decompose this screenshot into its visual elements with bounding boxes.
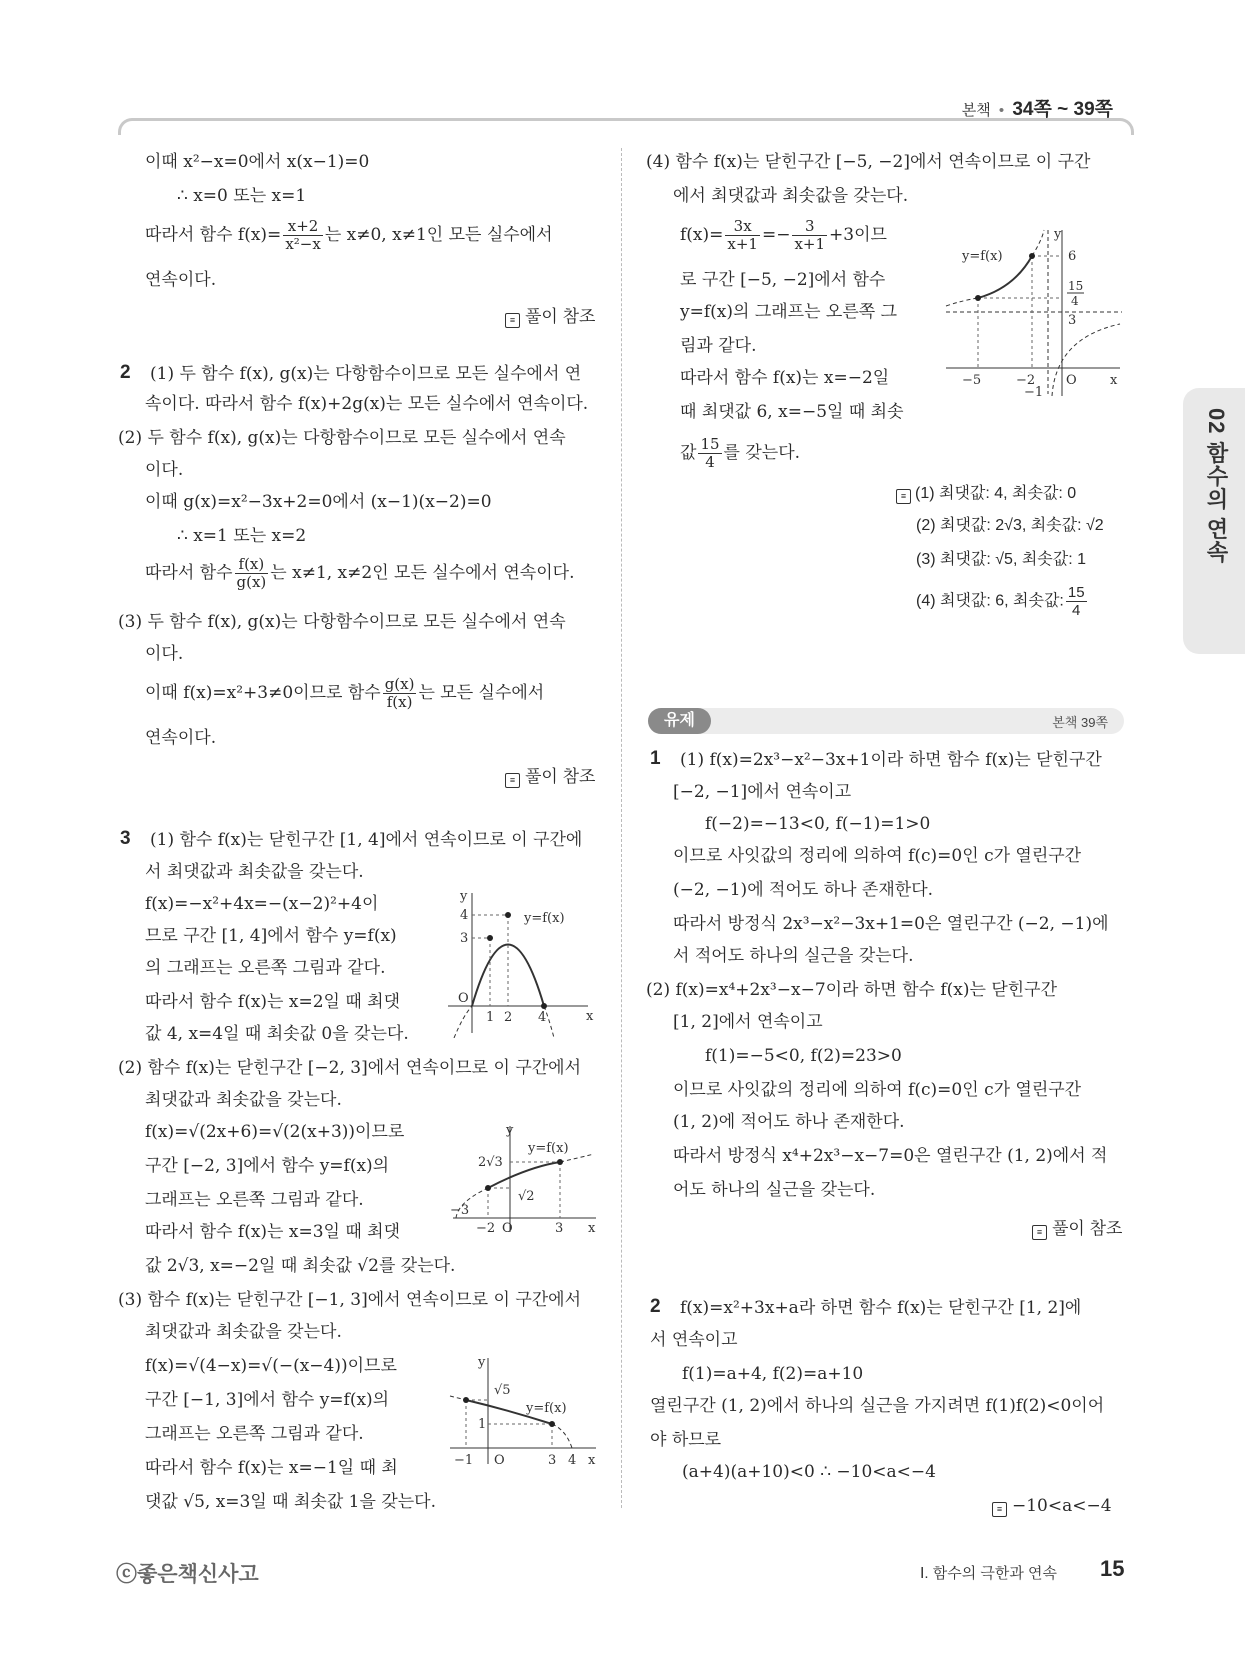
- p2-fraction1: [235, 556, 269, 591]
- memo-icon: ≡: [505, 773, 520, 788]
- point-min: [549, 1421, 555, 1427]
- tick-y3: 3: [1068, 313, 1077, 328]
- p4-line3a: f(x)=: [680, 225, 724, 245]
- curve-dash-up: [1032, 230, 1044, 256]
- p2-line11: 연속이다.: [145, 728, 217, 748]
- p4-fraction1: [725, 218, 760, 253]
- p2-line10a: 이때 f(x)=x²+3≠0이므로 함수: [145, 683, 381, 703]
- p4-line9b: 를 갖는다.: [723, 443, 801, 463]
- p4-f3-num: 15: [700, 435, 720, 453]
- tick-x2: 2: [504, 1010, 513, 1025]
- p1-fraction: [283, 218, 323, 253]
- footer-chapter: Ⅰ. 함수의 극한과 연속: [920, 1565, 1058, 1582]
- answer-4-num: 15: [1067, 584, 1085, 601]
- p1-line3: [145, 218, 553, 253]
- p3-line14: 값 2√3, x=−2일 때 최솟값 √2를 갖는다.: [145, 1256, 456, 1276]
- q1-line3: f(−2)=−13<0, f(−1)=1>0: [705, 814, 931, 834]
- p2-f1-num: f(x): [235, 556, 269, 574]
- q1-line9: [1, 2]에서 연속이고: [673, 1012, 823, 1032]
- tick-y1: 1: [478, 1417, 487, 1432]
- label-origin: O: [1066, 373, 1077, 388]
- tick-y6: 6: [1068, 249, 1077, 264]
- tick-xm1: −1: [1024, 385, 1044, 398]
- label-curve: y=f(x): [524, 911, 565, 926]
- label-y: y: [460, 889, 468, 904]
- p3-line18: 구간 [−1, 3]에서 함수 y=f(x)의: [145, 1390, 390, 1410]
- p4-line3: [680, 218, 887, 253]
- curve-dash-left: [454, 1006, 472, 1038]
- memo-p1: [505, 302, 595, 328]
- bullet: •: [998, 102, 1005, 119]
- p4-line5: y=f(x)의 그래프는 오른쪽 그: [680, 302, 898, 322]
- problem-2-number: 2: [120, 362, 131, 383]
- p1-line3b: 는 x≠0, x≠1인 모든 실수에서: [324, 225, 553, 245]
- label-x: x: [586, 1009, 594, 1024]
- p2-line10: [145, 676, 544, 711]
- p2-line1: (1) 두 함수 f(x), g(x)는 다항함수이므로 모든 실수에서 연: [150, 364, 582, 384]
- q1-line10: f(1)=−5<0, f(2)=23>0: [705, 1046, 902, 1066]
- p4-fraction3: [698, 436, 721, 471]
- p2-line6: ∴ x=1 또는 x=2: [177, 526, 307, 546]
- memo-icon: ≡: [505, 313, 520, 328]
- p1-frac-den: x²−x: [285, 235, 321, 253]
- point-max: [463, 1397, 469, 1403]
- q2-line1: f(x)=x²+3x+a라 하면 함수 f(x)는 닫힌구간 [1, 2]에: [680, 1298, 1082, 1318]
- top-rule: [118, 118, 1134, 135]
- q1-line2: [−2, −1]에서 연속이고: [673, 782, 852, 802]
- p2-f1-den: g(x): [236, 573, 267, 591]
- q2-line3: f(1)=a+4, f(2)=a+10: [682, 1364, 864, 1384]
- label-y: y: [478, 1355, 486, 1370]
- q1-line5: (−2, −1)에 적어도 하나 존재한다.: [673, 880, 934, 900]
- answer-1-text: (1) 최댓값: 4, 최솟값: 0: [915, 485, 1077, 502]
- p3-line12: 그래프는 오른쪽 그림과 같다.: [145, 1190, 364, 1210]
- header-ref: 본책: [961, 102, 991, 119]
- p4-line1: (4) 함수 f(x)는 닫힌구간 [−5, −2]에서 연속이므로 이 구간: [646, 152, 1091, 172]
- p2-line9: 이다.: [145, 644, 184, 664]
- tick-sqrt2: √2: [518, 1189, 535, 1204]
- chapter-side-tab-label: 02 함수의 연속: [1204, 408, 1229, 564]
- q1-line13: 따라서 방정식 x⁴+2x³−x−7=0은 열린구간 (1, 2)에서 적: [673, 1146, 1108, 1166]
- point-min: [487, 935, 493, 941]
- point-min: [485, 1185, 491, 1191]
- label-y: y: [506, 1123, 514, 1138]
- p3-line19: 그래프는 오른쪽 그림과 같다.: [145, 1424, 364, 1444]
- point-end: [541, 1003, 547, 1009]
- label-origin: O: [494, 1453, 505, 1466]
- p2-line2: 속이다. 따라서 함수 f(x)+2g(x)는 모든 실수에서 연속이다.: [145, 394, 589, 414]
- p3-line21: 댓값 √5, x=3일 때 최솟값 1을 갖는다.: [145, 1492, 436, 1512]
- tick-xm1: −1: [454, 1453, 474, 1466]
- answer-3: (3) 최댓값: √5, 최솟값: 1: [916, 551, 1086, 568]
- q1-line6: 따라서 방정식 2x³−x²−3x+1=0은 열린구간 (−2, −1)에: [673, 914, 1109, 934]
- tick-4: 4: [1071, 294, 1079, 308]
- p3-line4: 므로 구간 [1, 4]에서 함수 y=f(x): [145, 926, 397, 946]
- p2-line7: [145, 556, 574, 591]
- p3-line5: 의 그래프는 오른쪽 그림과 같다.: [145, 958, 386, 978]
- q1-line12: (1, 2)에 적어도 하나 존재한다.: [673, 1112, 905, 1132]
- p2-line7a: 따라서 함수: [145, 563, 233, 583]
- p2-line3: (2) 두 함수 f(x), g(x)는 다항함수이므로 모든 실수에서 연속: [118, 428, 566, 448]
- tick-sqrt5: √5: [494, 1383, 511, 1398]
- tick-x3: 3: [555, 1221, 564, 1234]
- yuje-2-number: 2: [650, 1296, 661, 1317]
- answer-4-den: 4: [1072, 602, 1081, 619]
- p3-line11: 구간 [−2, 3]에서 함수 y=f(x)의: [145, 1156, 390, 1176]
- p3-line20: 따라서 함수 f(x)는 x=−1일 때 최: [145, 1458, 398, 1478]
- p3-line15: (3) 함수 f(x)는 닫힌구간 [−1, 3]에서 연속이므로 이 구간에서: [118, 1290, 582, 1310]
- label-curve: y=f(x): [526, 1401, 567, 1416]
- tick-15: 15: [1068, 279, 1084, 293]
- graph-parabola: [438, 888, 598, 1038]
- p2-line8: (3) 두 함수 f(x), g(x)는 다항함수이므로 모든 실수에서 연속: [118, 612, 566, 632]
- yuje-tag: 유제: [648, 708, 711, 734]
- p4-line9: [680, 436, 800, 471]
- q1-line4: 이므로 사잇값의 정리에 의하여 f(c)=0인 c가 열린구간: [673, 846, 1082, 866]
- tick-2sqrt3: 2√3: [478, 1155, 503, 1170]
- answer-4a: (4) 최댓값: 6, 최솟값:: [916, 592, 1064, 610]
- p2-f2-num: g(x): [384, 675, 415, 693]
- p4-f2-num: 3: [792, 218, 827, 236]
- p3-line3: f(x)=−x²+4x=−(x−2)²+4이: [145, 894, 379, 914]
- q1-line8: (2) f(x)=x⁴+2x³−x−7이라 하면 함수 f(x)는 닫힌구간: [646, 980, 1058, 1000]
- p4-line2: 에서 최댓값과 최솟값을 갖는다.: [673, 186, 909, 206]
- memo-q1: [1032, 1214, 1122, 1240]
- p3-line1: (1) 함수 f(x)는 닫힌구간 [1, 4]에서 연속이므로 이 구간에: [150, 830, 583, 850]
- tick-xm2: −2: [1016, 373, 1036, 388]
- q1-line7: 서 적어도 하나의 실근을 갖는다.: [673, 946, 914, 966]
- column-divider: [621, 148, 622, 1508]
- p4-line3b: =−: [761, 225, 791, 245]
- p4-f1-den: x+1: [727, 235, 758, 253]
- p4-f1-num: 3x: [725, 218, 760, 236]
- p1-line4: 연속이다.: [145, 270, 217, 290]
- p1-line3a: 따라서 함수 f(x)=: [145, 225, 282, 245]
- p4-line8: 때 최댓값 6, x=−5일 때 최솟: [680, 402, 904, 422]
- tick-y4: 4: [460, 908, 469, 923]
- p4-fraction2: [792, 218, 827, 253]
- tick-x1: 1: [486, 1010, 495, 1025]
- tick-xm2: −2: [476, 1221, 496, 1234]
- problem-3-number: 3: [120, 828, 131, 849]
- graph-sqrt-decreasing: [448, 1354, 598, 1466]
- memo-icon: ≡: [896, 489, 911, 504]
- memo-text: 풀이 참조: [1052, 1219, 1123, 1238]
- p3-line16: 최댓값과 최솟값을 갖는다.: [145, 1322, 342, 1342]
- p3-line10: f(x)=√(2x+6)=√(2(x+3))이므로: [145, 1122, 405, 1142]
- point-max: [557, 1159, 563, 1165]
- p4-line7: 따라서 함수 f(x)는 x=−2일: [680, 368, 890, 388]
- graph-rational: [944, 226, 1124, 398]
- chapter-side-tab[interactable]: [1183, 388, 1245, 654]
- page-header: [962, 94, 1113, 121]
- q2-line5: 야 하므로: [650, 1430, 722, 1450]
- p4-line9a: 값: [680, 443, 697, 463]
- p4-f3-den: 4: [705, 453, 715, 471]
- p2-fraction2: [383, 676, 417, 711]
- yuje-1-number: 1: [650, 748, 661, 769]
- p2-line10b: 는 모든 실수에서: [418, 683, 545, 703]
- label-origin: O: [458, 991, 469, 1006]
- label-curve: y=f(x): [962, 249, 1003, 264]
- p2-line7b: 는 x≠1, x≠2인 모든 실수에서 연속이다.: [270, 563, 575, 583]
- q2-line6: (a+4)(a+10)<0 ∴ −10<a<−4: [682, 1462, 936, 1482]
- point-max: [1029, 253, 1035, 259]
- memo-icon: ≡: [1032, 1225, 1047, 1240]
- point-max: [505, 912, 511, 918]
- memo-q2-answer: [992, 1496, 1112, 1517]
- curve-dash-left: [946, 298, 978, 306]
- yuje-section-bar: [648, 708, 1124, 734]
- p3-line9: 최댓값과 최솟값을 갖는다.: [145, 1090, 342, 1110]
- p3-line7: 값 4, x=4일 때 최솟값 0을 갖는다.: [145, 1024, 409, 1044]
- label-origin: O: [502, 1221, 513, 1234]
- tick-y3: 3: [460, 931, 469, 946]
- memo-text: 풀이 참조: [525, 307, 596, 326]
- p3-line17: f(x)=√(4−x)=√(−(x−4))이므로: [145, 1356, 397, 1376]
- answer-2: (2) 최댓값: 2√3, 최솟값: √2: [916, 517, 1104, 534]
- p4-line3c: +3이므: [829, 225, 887, 245]
- p3-line6: 따라서 함수 f(x)는 x=2일 때 최댓: [145, 992, 401, 1012]
- q1-line14: 어도 하나의 실근을 갖는다.: [673, 1180, 876, 1200]
- tick-xm3: −3: [450, 1203, 470, 1218]
- q1-line11: 이므로 사잇값의 정리에 의하여 f(c)=0인 c가 열린구간: [673, 1080, 1082, 1100]
- p4-line4: 로 구간 [−5, −2]에서 함수: [680, 270, 886, 290]
- graph-sqrt-increasing: [448, 1122, 598, 1234]
- p1-line1: 이때 x²−x=0에서 x(x−1)=0: [145, 152, 370, 172]
- answer-1: [896, 484, 1076, 504]
- point-min: [975, 295, 981, 301]
- p1-frac-num: x+2: [283, 218, 323, 236]
- label-x: x: [588, 1221, 596, 1234]
- memo-p2: [505, 762, 595, 788]
- memo-text: 풀이 참조: [525, 767, 596, 786]
- p3-line2: 서 최댓값과 최솟값을 갖는다.: [145, 862, 364, 882]
- answer-4-fraction: [1066, 584, 1087, 619]
- header-pages: 34쪽 ~ 39쪽: [1012, 99, 1113, 120]
- p4-line6: 림과 같다.: [680, 336, 757, 356]
- page-number: 15: [1100, 1556, 1125, 1581]
- q1-line1: (1) f(x)=2x³−x²−3x+1이라 하면 함수 f(x)는 닫힌구간: [680, 750, 1102, 770]
- publisher-logo: ⓒ좋은책신사고: [116, 1563, 259, 1586]
- tick-x4: 4: [568, 1453, 577, 1466]
- p2-line5: 이때 g(x)=x²−3x+2=0에서 (x−1)(x−2)=0: [145, 492, 492, 512]
- label-x: x: [1110, 373, 1118, 388]
- label-curve: y=f(x): [528, 1141, 569, 1156]
- p4-f2-den: x+1: [794, 235, 826, 253]
- p2-line4: 이다.: [145, 460, 184, 480]
- q2-line4: 열린구간 (1, 2)에서 하나의 실근을 가지려면 f(1)f(2)<0이어: [650, 1396, 1105, 1416]
- memo-icon: ≡: [992, 1502, 1007, 1517]
- q2-line2: 서 연속이고: [650, 1330, 738, 1350]
- label-y: y: [1054, 227, 1062, 242]
- yuje-ref: 본책 39쪽: [1052, 715, 1108, 730]
- q2-answer-text: −10<a<−4: [1012, 1496, 1112, 1516]
- tick-x3: 3: [548, 1453, 557, 1466]
- p1-line2: ∴ x=0 또는 x=1: [177, 186, 307, 206]
- tick-xm5: −5: [962, 373, 982, 388]
- p3-line8: (2) 함수 f(x)는 닫힌구간 [−2, 3]에서 연속이므로 이 구간에서: [118, 1058, 582, 1078]
- p2-f2-den: f(x): [386, 693, 413, 711]
- curve-dash-right: [552, 1424, 572, 1448]
- label-x: x: [588, 1453, 596, 1466]
- p3-line13: 따라서 함수 f(x)는 x=3일 때 최댓: [145, 1222, 401, 1242]
- tick-x4: 4: [538, 1010, 547, 1025]
- answer-4: [916, 584, 1089, 619]
